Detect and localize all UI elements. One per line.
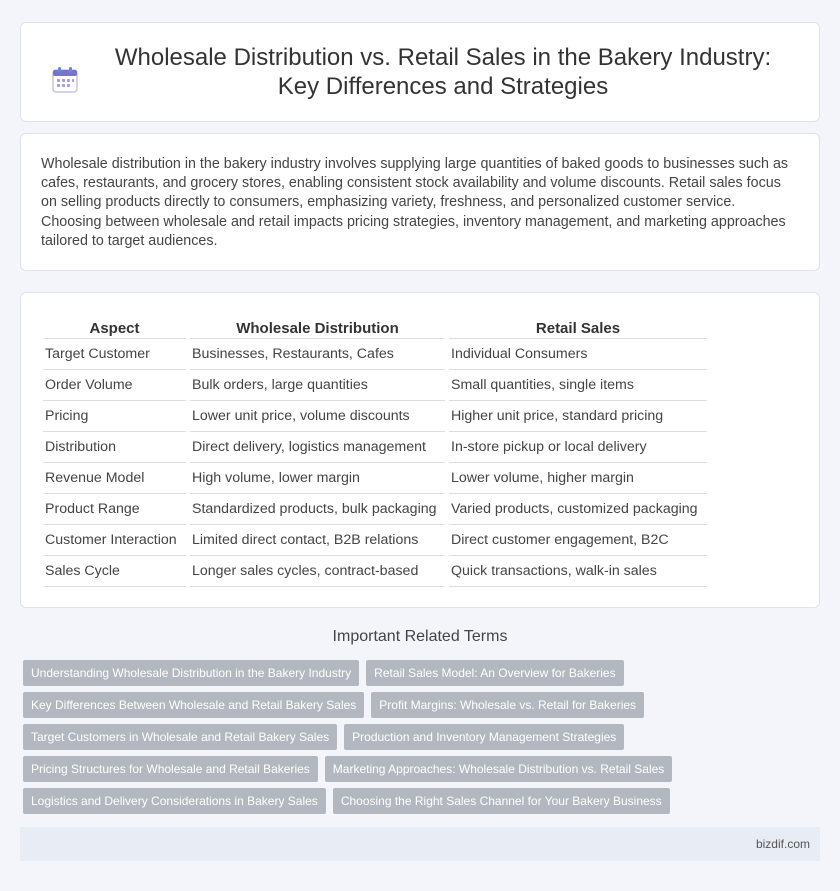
wholesale-cell: Bulk orders, large quantities xyxy=(190,370,445,401)
aspect-cell: Revenue Model xyxy=(43,463,186,494)
table-row xyxy=(43,525,707,556)
intro-paragraph: Wholesale distribution in the bakery industry involves supplying large quantities of baked goods to businesses such as cafes, restaurants, and grocery stores, enabling consistent stock availability and volume discounts. Retail sales focus on selling products directly to consumers, emphasizing variety, freshness, and personalized customer service. Choosing between wholesale and retail impacts pricing strategies, inventory management, and marketing approaches tailored to target audiences. xyxy=(41,156,789,249)
related-term-link[interactable]: Profit Margins: Wholesale vs. Retail for Bakeries xyxy=(371,692,644,718)
retail-cell: Small quantities, single items xyxy=(449,370,707,401)
retail-cell: Individual Consumers xyxy=(449,339,707,370)
related-term-link[interactable]: Pricing Structures for Wholesale and Retail Bakeries xyxy=(23,756,318,782)
tag-row xyxy=(23,660,823,686)
comparison-table xyxy=(39,315,711,587)
wholesale-cell: Direct delivery, logistics management xyxy=(190,432,445,463)
comparison-card xyxy=(20,292,820,608)
wholesale-cell: Standardized products, bulk packaging xyxy=(190,494,445,525)
related-term-link[interactable]: Logistics and Delivery Considerations in Bakery Sales xyxy=(23,788,326,814)
header-aspect: Aspect xyxy=(43,315,186,339)
tag-row xyxy=(23,788,823,814)
calendar-icon xyxy=(50,65,80,95)
table-row xyxy=(43,556,707,587)
retail-cell: Varied products, customized packaging xyxy=(449,494,707,525)
tag-row xyxy=(23,756,823,782)
header-retail: Retail Sales xyxy=(449,315,707,339)
related-term-link[interactable]: Target Customers in Wholesale and Retail Bakery Sales xyxy=(23,724,337,750)
retail-cell: Quick transactions, walk-in sales xyxy=(449,556,707,587)
wholesale-cell: Longer sales cycles, contract-based xyxy=(190,556,445,587)
related-term-link[interactable]: Production and Inventory Management Strategies xyxy=(344,724,624,750)
table-row xyxy=(43,339,707,370)
table-row xyxy=(43,370,707,401)
page-title: Wholesale Distribution vs. Retail Sales in the Bakery Industry: Key Differences and Strategies xyxy=(114,44,772,100)
table-header-row xyxy=(43,315,707,339)
related-term-link[interactable]: Key Differences Between Wholesale and Retail Bakery Sales xyxy=(23,692,364,718)
wholesale-cell: High volume, lower margin xyxy=(190,463,445,494)
related-term-link[interactable]: Choosing the Right Sales Channel for Your Bakery Business xyxy=(333,788,670,814)
aspect-cell: Target Customer xyxy=(43,339,186,370)
related-terms-heading: Important Related Terms xyxy=(332,628,508,645)
wholesale-cell: Limited direct contact, B2B relations xyxy=(190,525,445,556)
retail-cell: Lower volume, higher margin xyxy=(449,463,707,494)
wholesale-cell: Lower unit price, volume discounts xyxy=(190,401,445,432)
aspect-cell: Product Range xyxy=(43,494,186,525)
footer xyxy=(20,827,820,861)
title-card xyxy=(20,22,820,122)
tag-row xyxy=(23,692,823,718)
aspect-cell: Customer Interaction xyxy=(43,525,186,556)
aspect-cell: Sales Cycle xyxy=(43,556,186,587)
aspect-cell: Distribution xyxy=(43,432,186,463)
related-terms-list xyxy=(23,660,823,820)
retail-cell: In-store pickup or local delivery xyxy=(449,432,707,463)
tag-row xyxy=(23,724,823,750)
table-row xyxy=(43,401,707,432)
related-term-link[interactable]: Marketing Approaches: Wholesale Distribution vs. Retail Sales xyxy=(325,756,673,782)
site-name[interactable]: bizdif.com xyxy=(755,837,810,851)
table-row xyxy=(43,463,707,494)
retail-cell: Higher unit price, standard pricing xyxy=(449,401,707,432)
intro-card xyxy=(20,133,820,271)
table-row xyxy=(43,494,707,525)
aspect-cell: Order Volume xyxy=(43,370,186,401)
table-row xyxy=(43,432,707,463)
related-term-link[interactable]: Retail Sales Model: An Overview for Bakeries xyxy=(366,660,623,686)
retail-cell: Direct customer engagement, B2C xyxy=(449,525,707,556)
header-wholesale: Wholesale Distribution xyxy=(190,315,445,339)
related-term-link[interactable]: Understanding Wholesale Distribution in the Bakery Industry xyxy=(23,660,359,686)
wholesale-cell: Businesses, Restaurants, Cafes xyxy=(190,339,445,370)
aspect-cell: Pricing xyxy=(43,401,186,432)
